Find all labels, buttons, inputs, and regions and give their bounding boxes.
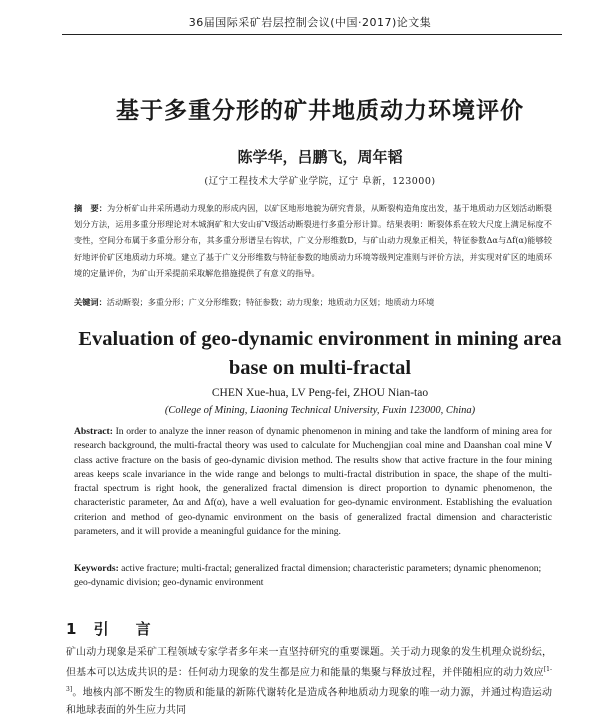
chinese-authors: 陈学华，吕鹏飞，周年韬	[237, 148, 403, 166]
chinese-abstract-label: 摘 要：	[74, 203, 107, 213]
english-title-line1: Evaluation of geo-dynamic environment in mining area	[78, 328, 562, 350]
english-title	[40, 325, 600, 383]
chinese-keywords-text: 活动断裂；多重分形；广义分形维数；特征参数；动力现象；地质动力区划；地质动力环境	[106, 297, 435, 307]
english-keywords	[74, 562, 552, 591]
chinese-title: 基于多重分形的矿井地质动力环境评价	[116, 98, 524, 124]
citation-reference: [1-3]	[66, 666, 552, 694]
chinese-affiliation: (辽宁工程技术大学矿业学院，辽宁 阜新，123000)	[204, 176, 436, 187]
chinese-abstract-text: 为分析矿山井采所遇动力现象的形成内因，以矿区地形地貌为研究背景，从断裂构造角度出发，基于地质动力区划活动断裂划分方法，运用多重分形理论对木城涧矿和大安山矿Ⅴ级活动断裂进行多重分形计算。结果表明：断裂体系在较大尺度上满足标度不变性，空间分布属于多重分形分布，其多重分形谱呈右钩状，广义分形维数D，与矿山动力现象正相关，特征参数Δα与Δf(α)能够较好地评价矿区地质动力环境。建立了基于广义分形维数与特征参数的地质动力环境等级判定准则与评价方法，并实现对矿区的地质环境的定量评价，为矿山开采提前采取解危措施提供了有意义的指导。	[74, 203, 552, 278]
section-title: 引 言	[93, 620, 157, 638]
english-authors: CHEN Xue-hua, LV Peng-fei, ZHOU Nian-tao	[211, 387, 429, 399]
english-abstract	[74, 425, 552, 539]
introduction-paragraph	[66, 644, 552, 719]
english-affiliation: (College of Mining, Liaoning Technical University, Fuxin 123000, China)	[164, 405, 476, 416]
english-keywords-label: Keywords:	[74, 563, 119, 574]
running-header: 36届国际采矿岩层控制会议(中国·2017)论文集	[188, 16, 432, 29]
chinese-abstract	[74, 200, 552, 281]
english-abstract-label: Abstract:	[74, 426, 113, 437]
intro-text-part1: 矿山动力现象是采矿工程领域专家学者多年来一直坚持研究的重要课题。关于动力现象的发生机理众说纷纭，但基本可以达成共识的是：任何动力现象的发生都是应力和能量的集聚与释放过程，并伴随相应的动力效应	[66, 647, 552, 679]
english-title-line2: base on multi-fractal	[228, 357, 412, 379]
english-abstract-text: In order to analyze the inner reason of dynamic phenomenon in mining and take the landform of mining area for research background, the multi-fractal theory was used to calculate for Muchengjian coal mine and Daanshan coal mine Ⅴ class active fracture on the basis of geo-dynamic division method. The results show that active fracture in the four mining areas keeps scale invariance in the wide range and belongs to multi-fractal distribution in space, the shape of the multi-fractal spectrum is right hook, the generalized fractal dimension is direct proportion to dynamic phenomenon, the characteristic parameter, Δα and Δf(α), have a well evaluation for geo-dynamic environment. Establishing the evaluation criterion and method of geo-dynamic environment on the basis of generalized fractal dimension and characteristic parameters, and it will provide a meaningful guidance for the mining.	[74, 426, 552, 538]
chinese-keywords	[74, 295, 552, 309]
section-heading	[66, 618, 157, 639]
chinese-keywords-label: 关键词：	[74, 297, 107, 307]
english-keywords-text: active fracture; multi-fractal; generalized fractal dimension; characteristic parameters; dynamic phenomenon; geo-dynamic division; geo-dynamic environment	[74, 563, 542, 589]
intro-text-part2: 。地核内部不断发生的物质和能量的新陈代谢转化是造成各种地质动力现象的唯一动力源，并通过构造运动和地球表面的外生应力共同	[66, 687, 552, 716]
section-number: 1	[66, 620, 83, 638]
header-rule	[62, 34, 562, 35]
